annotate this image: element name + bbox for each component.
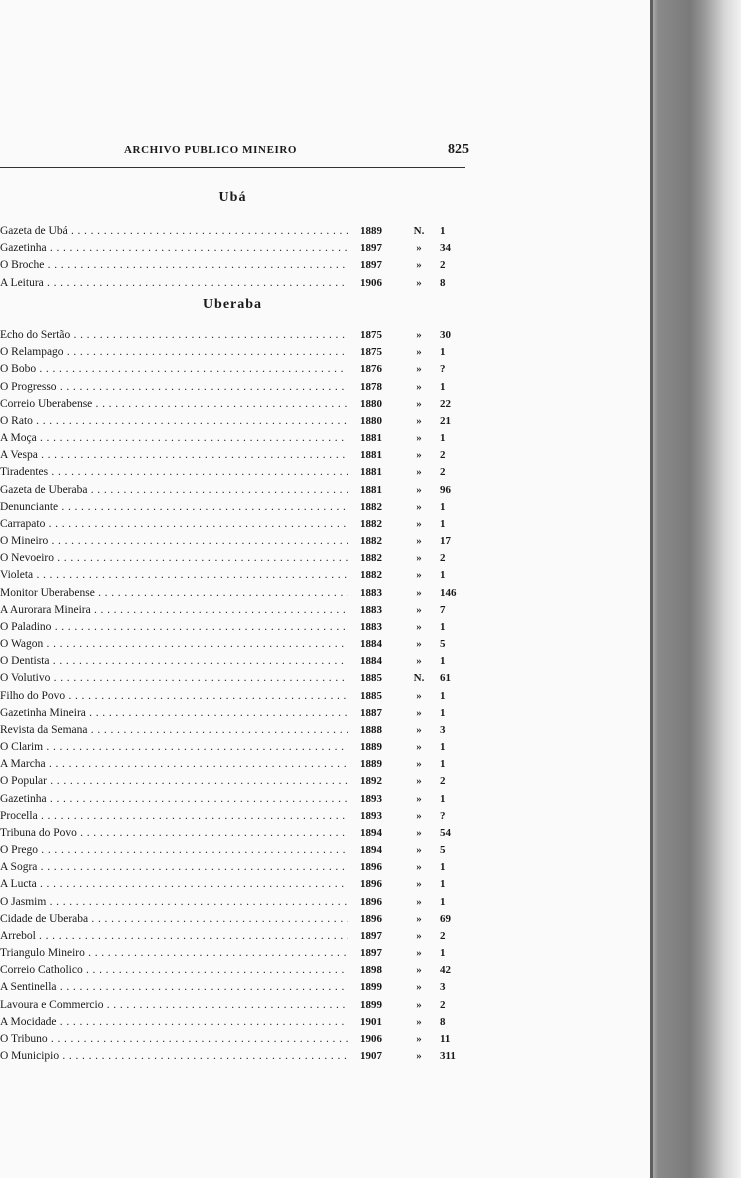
number-mark: » [416, 346, 422, 359]
table-row [0, 756, 465, 772]
issue-count: 1 [440, 432, 446, 445]
number-mark: » [416, 706, 422, 719]
table-row [0, 396, 465, 412]
table-row [0, 705, 465, 721]
issue-count: 1 [440, 706, 446, 719]
issue-count: 2 [440, 259, 446, 272]
issue-count: ? [440, 363, 446, 376]
number-mark: » [416, 380, 422, 393]
newspaper-name: Arrebol . . . [0, 928, 348, 944]
issue-count: 2 [440, 449, 446, 462]
newspaper-name: O Clarim . . . [0, 739, 348, 755]
year-value: 1882 [360, 517, 382, 530]
newspaper-name: Correio Catholico . . . [0, 962, 348, 978]
issue-count: 2 [440, 775, 446, 788]
number-mark: » [416, 895, 422, 908]
table-row [0, 859, 465, 875]
newspaper-name: O Paladino . . . [0, 619, 348, 635]
year-value: 1896 [360, 895, 382, 908]
newspaper-name: Gazeta de Uberaba . . . [0, 482, 348, 498]
table-row [0, 1048, 465, 1064]
issue-count: 30 [440, 329, 451, 341]
issue-count: 1 [440, 895, 446, 908]
number-mark: » [416, 276, 422, 289]
issue-count: 2 [440, 929, 446, 942]
year-value: 1882 [360, 552, 382, 565]
number-mark: » [416, 535, 422, 548]
table-row [0, 979, 465, 995]
number-mark: » [416, 758, 422, 771]
newspaper-name: O Broche . . . [0, 257, 348, 273]
newspaper-name: A Sogra . . . [0, 859, 348, 875]
newspaper-name: O Tribuno . . . [0, 1031, 348, 1047]
number-mark: » [416, 569, 422, 582]
number-mark: » [416, 998, 422, 1011]
issue-count: 8 [440, 276, 446, 289]
issue-count: 1 [440, 225, 446, 237]
newspaper-name: A Sentinella . . . [0, 979, 348, 995]
number-mark: » [416, 432, 422, 445]
table-row [0, 670, 465, 686]
year-value: 1897 [360, 947, 382, 960]
issue-count: 1 [440, 569, 446, 582]
issue-count: 1 [440, 758, 446, 771]
newspaper-name: Gazetinha . . . [0, 791, 348, 807]
year-value: 1875 [360, 329, 382, 341]
issue-count: 1 [440, 620, 446, 633]
newspaper-name: Gazetinha Mineira . . . [0, 705, 348, 721]
year-value: 1883 [360, 586, 382, 599]
year-value: 1899 [360, 998, 382, 1011]
issue-count: 2 [440, 466, 446, 479]
number-mark: » [416, 689, 422, 702]
issue-count: 8 [440, 1015, 446, 1028]
number-mark: » [416, 1050, 422, 1063]
table-row [0, 516, 465, 532]
table-row [0, 928, 465, 944]
year-value: 1880 [360, 414, 382, 427]
newspaper-name: Carrapato . . . [0, 516, 348, 532]
year-value: 1897 [360, 259, 382, 272]
number-mark: » [416, 449, 422, 462]
number-mark: » [416, 242, 422, 255]
table-row [0, 327, 465, 343]
issue-count: 2 [440, 998, 446, 1011]
number-mark: » [416, 775, 422, 788]
year-value: 1896 [360, 878, 382, 891]
table-row [0, 636, 465, 652]
issue-count: 5 [440, 638, 446, 651]
issue-count: 1 [440, 517, 446, 530]
table-row [0, 602, 465, 618]
number-mark: » [416, 500, 422, 513]
number-mark: » [416, 929, 422, 942]
table-row [0, 791, 465, 807]
issue-count: 146 [440, 586, 457, 599]
year-value: 1884 [360, 655, 382, 668]
newspaper-name: Revista da Semana . . . [0, 722, 348, 738]
number-mark: » [416, 947, 422, 960]
newspaper-name: O Bobo . . . [0, 361, 348, 377]
number-mark: » [416, 329, 422, 341]
newspaper-name: Tiradentes . . . [0, 464, 348, 480]
newspaper-name: Lavoura e Commercio . . . [0, 997, 348, 1013]
table-row [0, 653, 465, 669]
issue-count: 1 [440, 741, 446, 754]
spine-edge [650, 0, 653, 1178]
issue-count: 1 [440, 346, 446, 359]
number-mark: » [416, 878, 422, 891]
issue-count: 17 [440, 535, 451, 548]
issue-count: 54 [440, 826, 451, 839]
year-value: 1887 [360, 706, 382, 719]
newspaper-name: A Leitura . . . [0, 275, 348, 291]
table-row [0, 464, 465, 480]
year-value: 1894 [360, 826, 382, 839]
issue-count: 1 [440, 500, 446, 513]
table-row [0, 430, 465, 446]
year-value: 1894 [360, 844, 382, 857]
year-value: 1881 [360, 466, 382, 479]
issue-count: 21 [440, 414, 451, 427]
year-value: 1882 [360, 500, 382, 513]
year-value: 1881 [360, 483, 382, 496]
year-value: 1907 [360, 1050, 382, 1063]
year-value: 1878 [360, 380, 382, 393]
table-row [0, 1014, 465, 1030]
page-number: 825 [448, 142, 469, 157]
table-row [0, 257, 465, 273]
table-row [0, 550, 465, 566]
table-row [0, 240, 465, 256]
number-mark: » [416, 844, 422, 857]
table-row [0, 533, 465, 549]
section-title-uberaba: Uberaba [202, 297, 263, 312]
year-value: 1893 [360, 792, 382, 805]
year-value: 1888 [360, 723, 382, 736]
number-mark: » [416, 809, 422, 822]
number-mark: » [416, 826, 422, 839]
table-row [0, 876, 465, 892]
table-row [0, 275, 465, 291]
newspaper-name: O Relampago . . . [0, 344, 348, 360]
issue-count: 1 [440, 947, 446, 960]
number-mark: » [416, 861, 422, 874]
number-mark: N. [413, 672, 425, 685]
number-mark: » [416, 792, 422, 805]
issue-count: 11 [440, 1032, 451, 1045]
year-value: 1896 [360, 912, 382, 925]
newspaper-name: O Wagon . . . [0, 636, 348, 652]
issue-count: 34 [440, 242, 451, 255]
table-row [0, 894, 465, 910]
number-mark: » [416, 912, 422, 925]
year-value: 1893 [360, 809, 382, 822]
newspaper-name: Gazeta de Ubá . . . [0, 223, 348, 239]
issue-count: 2 [440, 552, 446, 565]
newspaper-name: O Volutivo . . . [0, 670, 348, 686]
table-row [0, 379, 465, 395]
issue-count: 1 [440, 878, 446, 891]
year-value: 1884 [360, 638, 382, 651]
table-row [0, 722, 465, 738]
newspaper-name: Procella . . . [0, 808, 348, 824]
newspaper-name: O Prego . . . [0, 842, 348, 858]
issue-count: 69 [440, 912, 451, 925]
newspaper-name: A Vespa . . . [0, 447, 348, 463]
table-row [0, 945, 465, 961]
year-value: 1896 [360, 861, 382, 874]
table-row [0, 739, 465, 755]
newspaper-name: Triangulo Mineiro . . . [0, 945, 348, 961]
table-row [0, 842, 465, 858]
year-value: 1880 [360, 397, 382, 410]
issue-count: 1 [440, 792, 446, 805]
number-mark: » [416, 259, 422, 272]
table-row [0, 911, 465, 927]
section-title-uba: Ubá [218, 190, 247, 205]
issue-count: 96 [440, 483, 451, 496]
year-value: 1892 [360, 775, 382, 788]
newspaper-name: Cidade de Uberaba . . . [0, 911, 348, 927]
year-value: 1899 [360, 981, 382, 994]
newspaper-name: Filho do Povo . . . [0, 688, 348, 704]
number-mark: N. [413, 225, 425, 237]
table-row [0, 773, 465, 789]
year-value: 1883 [360, 620, 382, 633]
issue-count: 1 [440, 380, 446, 393]
newspaper-name: O Rato . . . [0, 413, 348, 429]
year-value: 1889 [360, 741, 382, 754]
newspaper-name: Denunciante . . . [0, 499, 348, 515]
year-value: 1885 [360, 689, 382, 702]
newspaper-name: Correio Uberabense . . . [0, 396, 348, 412]
issue-count: 5 [440, 844, 446, 857]
number-mark: » [416, 620, 422, 633]
newspaper-name: Echo do Sertão . . . [0, 327, 348, 343]
newspaper-name: Gazetinha . . . [0, 240, 348, 256]
issue-count: 3 [440, 981, 446, 994]
number-mark: » [416, 741, 422, 754]
book-spine [650, 0, 741, 1178]
issue-count: 22 [440, 397, 451, 410]
number-mark: » [416, 723, 422, 736]
year-value: 1889 [360, 225, 382, 237]
year-value: 1898 [360, 964, 382, 977]
number-mark: » [416, 655, 422, 668]
number-mark: » [416, 1032, 422, 1045]
year-value: 1897 [360, 929, 382, 942]
number-mark: » [416, 981, 422, 994]
newspaper-name: A Moça . . . [0, 430, 348, 446]
header-rule [0, 167, 465, 168]
running-title: ARCHIVO PUBLICO MINEIRO [124, 144, 298, 156]
table-row [0, 361, 465, 377]
newspaper-name: A Mocidade . . . [0, 1014, 348, 1030]
year-value: 1885 [360, 672, 382, 685]
issue-count: 61 [440, 672, 451, 685]
newspaper-name: Violeta . . . [0, 567, 348, 583]
table-row [0, 962, 465, 978]
newspaper-name: O Popular . . . [0, 773, 348, 789]
running-head [0, 144, 470, 160]
number-mark: » [416, 586, 422, 599]
year-value: 1883 [360, 603, 382, 616]
year-value: 1897 [360, 242, 382, 255]
table-row [0, 413, 465, 429]
newspaper-name: O Dentista . . . [0, 653, 348, 669]
year-value: 1881 [360, 449, 382, 462]
table-row [0, 344, 465, 360]
issue-count: 42 [440, 964, 451, 977]
issue-count: 311 [440, 1050, 456, 1063]
table-row [0, 1031, 465, 1047]
issue-count: 1 [440, 655, 446, 668]
issue-count: ? [440, 809, 446, 822]
newspaper-name: O Municipio . . . [0, 1048, 348, 1064]
number-mark: » [416, 397, 422, 410]
number-mark: » [416, 603, 422, 616]
year-value: 1901 [360, 1015, 382, 1028]
number-mark: » [416, 466, 422, 479]
number-mark: » [416, 552, 422, 565]
table-row [0, 499, 465, 515]
year-value: 1882 [360, 535, 382, 548]
year-value: 1881 [360, 432, 382, 445]
issue-count: 3 [440, 723, 446, 736]
year-value: 1882 [360, 569, 382, 582]
newspaper-name: Monitor Uberabense . . . [0, 585, 348, 601]
number-mark: » [416, 964, 422, 977]
year-value: 1889 [360, 758, 382, 771]
number-mark: » [416, 1015, 422, 1028]
year-value: 1906 [360, 276, 382, 289]
table-row [0, 567, 465, 583]
newspaper-name: A Aurorara Mineira . . . [0, 602, 348, 618]
newspaper-name: A Lucta . . . [0, 876, 348, 892]
newspaper-name: Tribuna do Povo . . . [0, 825, 348, 841]
newspaper-name: A Marcha . . . [0, 756, 348, 772]
table-row [0, 825, 465, 841]
table-row [0, 688, 465, 704]
issue-count: 7 [440, 603, 446, 616]
table-row [0, 808, 465, 824]
newspaper-name: O Jasmim . . . [0, 894, 348, 910]
table-row [0, 223, 465, 239]
number-mark: » [416, 363, 422, 376]
year-value: 1906 [360, 1032, 382, 1045]
table-row [0, 585, 465, 601]
table-row [0, 482, 465, 498]
newspaper-name: O Mineiro . . . [0, 533, 348, 549]
table-row [0, 619, 465, 635]
issue-count: 1 [440, 689, 446, 702]
number-mark: » [416, 414, 422, 427]
number-mark: » [416, 483, 422, 496]
number-mark: » [416, 517, 422, 530]
number-mark: » [416, 638, 422, 651]
year-value: 1875 [360, 346, 382, 359]
table-row [0, 997, 465, 1013]
table-row [0, 447, 465, 463]
issue-count: 1 [440, 861, 446, 874]
newspaper-name: O Progresso . . . [0, 379, 348, 395]
newspaper-name: O Nevoeiro . . . [0, 550, 348, 566]
year-value: 1876 [360, 363, 382, 376]
